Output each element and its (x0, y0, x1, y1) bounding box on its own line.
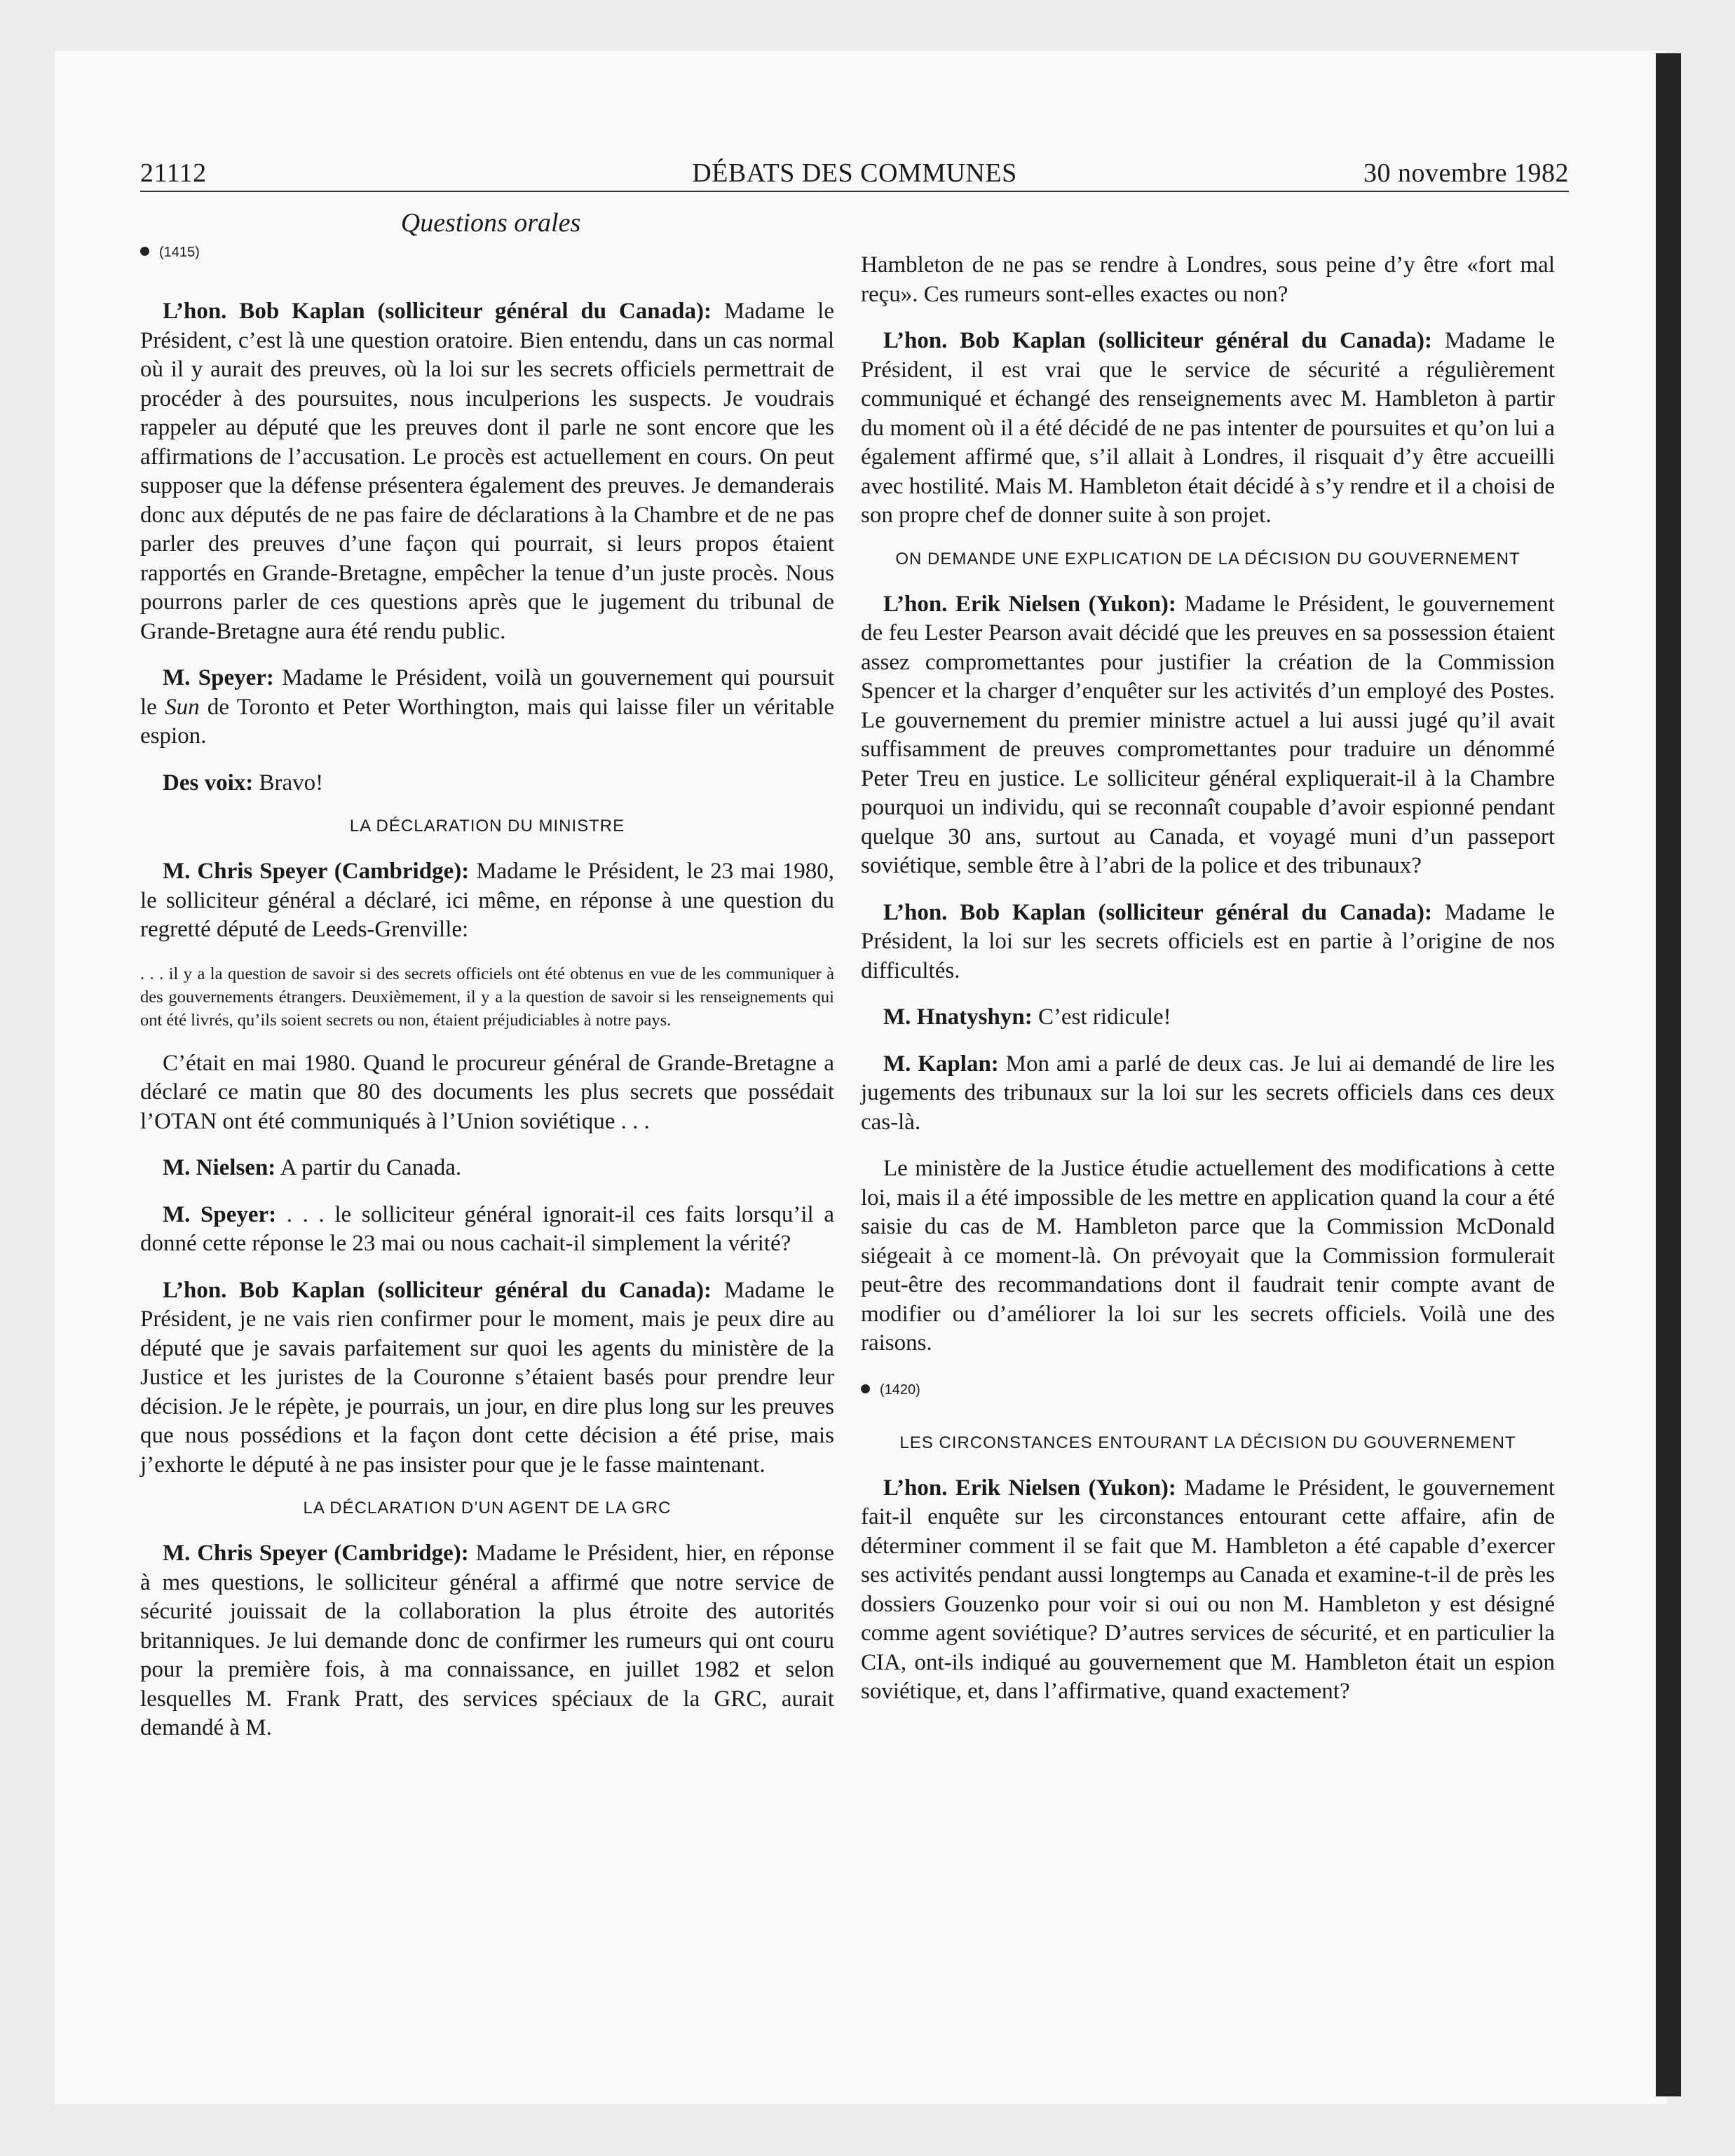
speaker-name: L’hon. Bob Kaplan (solliciteur général du Canada): (883, 328, 1432, 353)
time-marker (861, 1376, 1555, 1404)
paragraph (140, 297, 834, 646)
left-column (140, 238, 834, 1761)
paragraph (140, 664, 834, 751)
paragraph (861, 1050, 1555, 1138)
paragraph: C’était en mai 1980. Quand le procureur général de Grande-Bretagne a déclaré ce matin que 80 des documents les plus secrets que possédait l’OTAN ont été communiqués à l’Union soviétique . . . (140, 1050, 834, 1134)
header-rule (140, 191, 1569, 192)
block-quote: . . . il y a la question de savoir si des secrets officiels ont été obtenus en vue de les communiquer à des gouvernements étrangers. Deuxièmement, il y a la question de savoir si les renseignements qui ont été livrés, qu’ils soient secrets ou non, étaient préjudiciables à notre pays. (140, 964, 834, 1030)
paragraph-text: Madame le Président, le 23 mai 1980, le solliciteur général a déclaré, ici même, en réponse à une question du regretté député de Leeds-Grenville: (140, 859, 835, 942)
paragraph (861, 1474, 1555, 1707)
subheading: LES CIRCONSTANCES ENTOURANT LA DÉCISION DU GOUVERNEMENT (899, 1433, 1516, 1452)
paragraph (861, 327, 1555, 531)
speaker-name: M. Hnatyshyn: (883, 1004, 1033, 1030)
paragraph (140, 1276, 834, 1480)
paragraph (861, 899, 1555, 986)
paragraph (140, 1201, 834, 1259)
speaker-name: M. Nielsen: (163, 1155, 276, 1180)
paragraph-text: Madame le Président, c’est là une question oratoire. Bien entendu, dans un cas normal où il y aurait des preuves, où la loi sur les secrets officiels permettrait de procéder à des poursuites, nous inculperions les suspects. Je voudrais rappeler au député que les preuves dont il parle ne sont encore que les affirmations de l’accusation. Le procès est actuellement en cours. On peut supposer que la défense présentera également des preuves. Je demanderais donc aux députés de ne pas faire de déclarations à la Chambre et de ne pas parler des preuves d’une façon qui pourrait, si leurs propos étaient rapportés en Grande-Bretagne, empêcher la tenue d’un juste procès. Nous pourrons parler de ces questions après que le jugement du tribunal de Grande-Bretagne aura été rendu public. (140, 299, 834, 644)
paragraph-text: Madame le Président, il est vrai que le service de sécurité a régulièrement communiqué et échangé des renseignements avec M. Hambleton à partir du moment où il a été décidé de ne pas intenter de poursuites et qu’on lui a également affirmé que, s’il allait à Londres, il risquait d’y être accueilli avec hostilité. Mais M. Hambleton était décidé à s’y rendre et il a choisi de son propre chef de donner suite à son projet. (861, 328, 1555, 528)
paragraph (140, 857, 834, 945)
paragraph-text: Madame le Président, la loi sur les secrets officiels est en partie à l’origine de nos difficultés. (861, 899, 1555, 983)
speaker-name: L’hon. Bob Kaplan (solliciteur général du Canada): (163, 299, 712, 324)
paragraph (140, 1154, 834, 1183)
paragraph (140, 769, 834, 798)
time-marker-text: (1420) (880, 1381, 920, 1398)
bullet-icon (140, 247, 149, 256)
speaker-name: M. Speyer: (163, 1201, 277, 1227)
speaker-name: M. Kaplan: (883, 1051, 999, 1077)
paragraph-text: Madame le Président, je ne vais rien confirmer pour le moment, mais je peux dire au député que je savais parfaitement sur quoi les agents du ministère de la Justice et les juristes de la Couronne s’étaient basés pour prendre leur décision. Je le répète, je pourrais, un jour, en dire plus long sur les preuves que nous possédions et la façon dont cette décision a été prise, mais j’exhorte le député à ne pas insister pour que je le fasse maintenant. (140, 1277, 834, 1478)
paragraph (861, 590, 1555, 881)
paragraph-text: Madame le Président, le gouvernement de feu Lester Pearson avait décidé que les preuves en sa possession étaient assez compromettantes pour justifier la création de la Commission Spencer et la charger d’enquêter sur les activités d’un employé des Postes. Le gouvernement du premier ministre actuel a lui aussi jugé qu’il avait suffisamment de preuves compromettantes pour traduire un dénommé Peter Treu en justice. Le solliciteur général expliquerait-il à la Chambre pourquoi un individu, qui se reconnaît coupable d’avoir espionné pendant quelque 30 ans, surtout au Canada, et voyagé muni d’un passeport soviétique, semble être à l’abri de la police et des tribunaux? (861, 591, 1555, 878)
paragraph-text: Madame le Président, voilà un gouvernement qui poursuit le (140, 665, 834, 720)
speaker-name: Des voix: (163, 770, 254, 796)
bullet-icon (861, 1384, 870, 1393)
scan-edge (1656, 53, 1681, 2096)
right-column (861, 251, 1555, 1724)
subheading: LA DÉCLARATION DU MINISTRE (349, 817, 625, 835)
paragraph: Hambleton de ne pas se rendre à Londres, sous peine d’y être «fort mal reçu». Ces rumeurs sont-elles exactes ou non? (861, 252, 1555, 307)
page-number: 21112 (140, 158, 207, 188)
paragraph-text: Mon ami a parlé de deux cas. Je lui ai demandé de lire les jugements des tribunaux sur la loi sur les secrets officiels dans ces deux cas-là. (861, 1051, 1555, 1135)
subheading: LA DÉCLARATION D’UN AGENT DE LA GRC (303, 1499, 672, 1517)
journal-title: DÉBATS DES COMMUNES (692, 158, 1017, 188)
time-marker (140, 238, 834, 266)
paragraph-text: Madame le Président, le gouvernement fait-il enquête sur les circonstances entourant cette affaire, afin de déterminer comment il se fait que M. Hambleton a été capable d’exercer ses activités pendant aussi longtemps au Canada et examine-t-il de près les dossiers Gouzenko pour voir si oui ou non M. Hambleton y est désigné comme agent soviétique? D’autres services de sécurité, et en particulier la CIA, ont-ils indiqué au gouvernement que M. Hambleton était un espion soviétique, et, dans l’affirmative, quand exactement? (861, 1475, 1555, 1704)
speaker-name: M. Chris Speyer (Cambridge): (163, 1541, 469, 1566)
paragraph-text: C’est ridicule! (1032, 1004, 1171, 1030)
section-title: Questions orales (400, 208, 581, 238)
paragraph-text: de Toronto et Peter Worthington, mais qui laisse filer un véritable espion. (140, 694, 834, 749)
speaker-name: L’hon. Erik Nielsen (Yukon): (883, 1475, 1176, 1501)
paragraph (140, 1539, 834, 1743)
speaker-name: M. Chris Speyer (Cambridge): (163, 859, 470, 884)
subheading: ON DEMANDE UNE EXPLICATION DE LA DÉCISION DU GOUVERNEMENT (895, 549, 1520, 568)
page-header (140, 157, 1569, 192)
speaker-name: M. Speyer: (163, 665, 274, 690)
speaker-name: L’hon. Erik Nielsen (Yukon): (883, 591, 1176, 617)
paragraph-text: Madame le Président, hier, en réponse à mes questions, le solliciteur général a affirmé que notre service de sécurité jouissait de la collaboration la plus étroite des autorités britanniques. Je lui demande donc de confirmer les rumeurs qui ont couru pour la première fois, à ma connaissance, en juillet 1982 et selon lesquelles M. Frank Pratt, des services spéciaux de la GRC, aurait demandé à M. (140, 1541, 834, 1740)
speaker-name: L’hon. Bob Kaplan (solliciteur général du Canada): (883, 899, 1432, 925)
paragraph-text: Bravo! (253, 770, 324, 796)
paragraph-text: . . . le solliciteur général ignorait-il ces faits lorsqu’il a donné cette réponse le 23 mai ou nous cachait-il simplement la vérité? (140, 1201, 834, 1256)
paragraph (861, 1003, 1555, 1032)
paragraph-text: A partir du Canada. (275, 1155, 462, 1180)
paragraph: Le ministère de la Justice étudie actuellement des modifications à cette loi, mais il a été impossible de les mettre en application quand la cour a été saisie du cas de M. Hambleton parce que la Commission McDonald siégeait à ce moment-là. On prévoyait que la Commission formulerait peut-être des recommandations dont il faudrait tenir compte avant de modifier ou d’améliorer la loi sur les secrets officiels. Voilà une des raisons. (861, 1156, 1555, 1356)
time-marker-text: (1415) (159, 245, 200, 260)
newspaper-name: Sun (165, 694, 200, 720)
issue-date: 30 novembre 1982 (1363, 158, 1569, 188)
speaker-name: L’hon. Bob Kaplan (solliciteur général du Canada): (163, 1277, 712, 1303)
